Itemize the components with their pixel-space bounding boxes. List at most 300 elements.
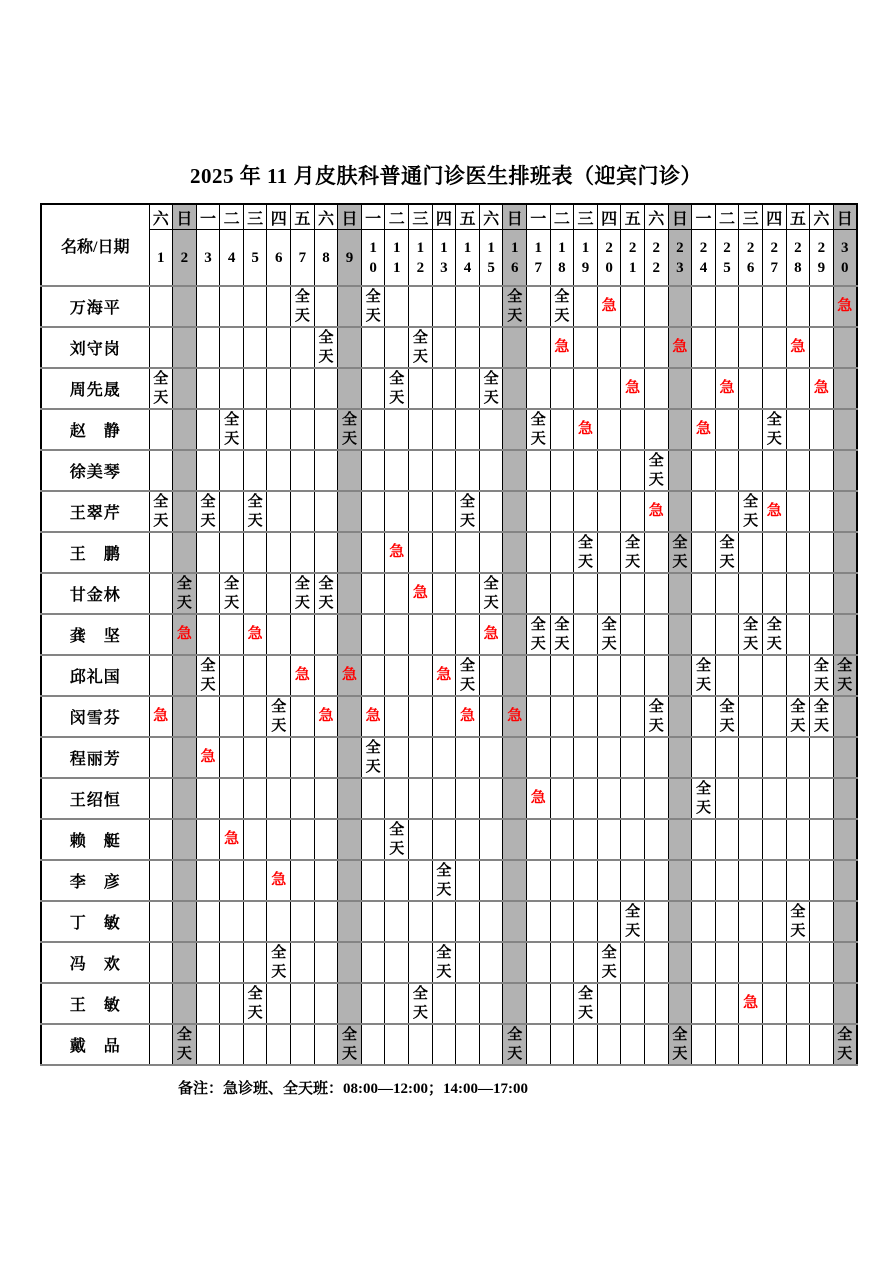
shift-cell (291, 1024, 315, 1065)
shift-cell (385, 860, 409, 901)
shift-cell (432, 983, 456, 1024)
day-number: 1 6 (503, 230, 527, 287)
doctor-name: 王翠芹 (41, 491, 149, 532)
shift-cell (786, 286, 810, 327)
shift-cell (385, 614, 409, 655)
shift-cell (527, 368, 551, 409)
shift-cell (715, 614, 739, 655)
shift-cell (762, 450, 786, 491)
shift-cell (385, 655, 409, 696)
doctor-row (41, 327, 857, 368)
shift-cell: 全 天 (833, 1024, 857, 1065)
shift-cell (833, 860, 857, 901)
shift-cell (644, 409, 668, 450)
shift-cell (597, 655, 621, 696)
shift-cell: 全 天 (173, 1024, 197, 1065)
shift-cell (644, 368, 668, 409)
shift-cell (621, 983, 645, 1024)
shift-cell (503, 327, 527, 368)
doctor-row (41, 942, 857, 983)
shift-cell: 全 天 (314, 327, 338, 368)
shift-cell: 急 (762, 491, 786, 532)
shift-cell (762, 532, 786, 573)
shift-cell (291, 942, 315, 983)
day-number: 1 8 (550, 230, 574, 287)
weekday-header: 六 (479, 204, 503, 230)
shift-cell (479, 655, 503, 696)
shift-cell (338, 778, 362, 819)
shift-cell (385, 409, 409, 450)
shift-cell (267, 819, 291, 860)
shift-cell: 急 (243, 614, 267, 655)
shift-cell: 全 天 (692, 655, 716, 696)
shift-cell (597, 327, 621, 368)
shift-cell (149, 983, 173, 1024)
shift-cell: 全 天 (149, 491, 173, 532)
shift-cell (149, 409, 173, 450)
shift-cell (833, 573, 857, 614)
shift-cell (550, 368, 574, 409)
shift-cell (361, 614, 385, 655)
shift-cell (786, 655, 810, 696)
shift-cell (739, 532, 763, 573)
shift-cell (503, 860, 527, 901)
doctor-name: 王 敏 (41, 983, 149, 1024)
shift-cell (739, 901, 763, 942)
shift-cell: 全 天 (810, 696, 834, 737)
shift-cell (385, 696, 409, 737)
shift-cell: 全 天 (621, 901, 645, 942)
shift-cell: 全 天 (527, 409, 551, 450)
shift-cell (668, 368, 692, 409)
shift-cell (833, 942, 857, 983)
shift-cell: 全 天 (409, 327, 433, 368)
shift-cell: 急 (786, 327, 810, 368)
shift-cell (597, 737, 621, 778)
shift-cell (810, 778, 834, 819)
shift-cell (432, 819, 456, 860)
shift-cell (220, 983, 244, 1024)
shift-cell (715, 819, 739, 860)
shift-cell: 全 天 (385, 819, 409, 860)
shift-cell: 全 天 (668, 532, 692, 573)
shift-cell (243, 737, 267, 778)
shift-cell: 全 天 (456, 491, 480, 532)
shift-cell (762, 983, 786, 1024)
shift-cell (385, 983, 409, 1024)
shift-cell: 急 (479, 614, 503, 655)
shift-cell (597, 983, 621, 1024)
shift-cell: 全 天 (338, 1024, 362, 1065)
shift-cell: 全 天 (574, 983, 598, 1024)
shift-cell (527, 983, 551, 1024)
shift-cell: 急 (173, 614, 197, 655)
shift-cell (314, 409, 338, 450)
shift-cell (574, 327, 598, 368)
shift-cell: 全 天 (291, 573, 315, 614)
shift-cell (739, 1024, 763, 1065)
shift-cell (267, 983, 291, 1024)
shift-cell: 全 天 (550, 286, 574, 327)
shift-cell (149, 532, 173, 573)
shift-cell (456, 614, 480, 655)
shift-cell (527, 327, 551, 368)
shift-cell (196, 942, 220, 983)
shift-cell (173, 942, 197, 983)
shift-cell (597, 409, 621, 450)
shift-cell (597, 368, 621, 409)
shift-cell (833, 327, 857, 368)
shift-cell (243, 573, 267, 614)
shift-cell (621, 778, 645, 819)
shift-cell (739, 737, 763, 778)
shift-cell (574, 696, 598, 737)
shift-cell (786, 942, 810, 983)
shift-cell (432, 1024, 456, 1065)
shift-cell (739, 286, 763, 327)
shift-cell: 全 天 (267, 696, 291, 737)
doctor-row (41, 409, 857, 450)
shift-cell (196, 327, 220, 368)
shift-cell (574, 737, 598, 778)
shift-cell (550, 1024, 574, 1065)
shift-cell (149, 655, 173, 696)
shift-cell (833, 614, 857, 655)
shift-cell (149, 778, 173, 819)
shift-cell (644, 614, 668, 655)
shift-cell: 全 天 (243, 983, 267, 1024)
shift-cell (432, 778, 456, 819)
shift-cell: 急 (527, 778, 551, 819)
doctor-row (41, 819, 857, 860)
shift-cell (243, 778, 267, 819)
shift-cell (149, 573, 173, 614)
weekday-header: 二 (385, 204, 409, 230)
shift-cell (715, 450, 739, 491)
shift-cell (267, 491, 291, 532)
shift-cell (243, 901, 267, 942)
shift-cell (833, 778, 857, 819)
shift-cell (196, 696, 220, 737)
shift-cell (692, 614, 716, 655)
shift-cell (361, 983, 385, 1024)
shift-cell (173, 901, 197, 942)
shift-cell: 急 (550, 327, 574, 368)
shift-cell (220, 696, 244, 737)
doctor-row (41, 614, 857, 655)
shift-cell (550, 737, 574, 778)
day-number: 2 7 (762, 230, 786, 287)
shift-cell (456, 778, 480, 819)
shift-cell (432, 286, 456, 327)
shift-cell (668, 983, 692, 1024)
shift-cell (291, 860, 315, 901)
doctor-name: 万海平 (41, 286, 149, 327)
shift-cell (361, 491, 385, 532)
shift-cell (739, 860, 763, 901)
shift-cell (456, 901, 480, 942)
shift-cell (503, 819, 527, 860)
shift-cell (196, 1024, 220, 1065)
shift-cell: 全 天 (432, 860, 456, 901)
shift-cell: 急 (644, 491, 668, 532)
weekday-header: 一 (361, 204, 385, 230)
shift-cell (409, 1024, 433, 1065)
shift-cell (149, 901, 173, 942)
shift-cell: 全 天 (479, 368, 503, 409)
shift-cell (810, 409, 834, 450)
day-number: 2 (173, 230, 197, 287)
weekday-header: 四 (432, 204, 456, 230)
shift-cell (409, 491, 433, 532)
shift-cell: 急 (314, 696, 338, 737)
shift-cell (220, 778, 244, 819)
shift-cell (385, 450, 409, 491)
shift-cell (243, 409, 267, 450)
shift-cell (385, 491, 409, 532)
shift-cell (692, 368, 716, 409)
shift-cell (503, 655, 527, 696)
shift-cell (314, 737, 338, 778)
shift-cell (597, 491, 621, 532)
shift-cell (621, 1024, 645, 1065)
doctor-row (41, 696, 857, 737)
day-number: 1 1 (385, 230, 409, 287)
shift-cell (574, 614, 598, 655)
shift-cell (550, 491, 574, 532)
weekday-header: 日 (503, 204, 527, 230)
shift-cell (291, 368, 315, 409)
shift-cell (220, 450, 244, 491)
shift-cell (550, 819, 574, 860)
weekday-header: 五 (456, 204, 480, 230)
shift-cell (692, 532, 716, 573)
shift-cell (762, 327, 786, 368)
shift-cell (503, 942, 527, 983)
shift-cell (574, 901, 598, 942)
shift-cell (409, 655, 433, 696)
shift-cell (314, 819, 338, 860)
shift-cell (574, 286, 598, 327)
shift-cell (810, 327, 834, 368)
shift-cell (220, 655, 244, 696)
day-number: 1 0 (361, 230, 385, 287)
shift-cell (621, 860, 645, 901)
doctor-row (41, 737, 857, 778)
shift-cell (314, 655, 338, 696)
shift-cell (456, 368, 480, 409)
shift-cell (196, 286, 220, 327)
shift-cell: 全 天 (597, 614, 621, 655)
day-number: 2 2 (644, 230, 668, 287)
shift-cell (668, 819, 692, 860)
shift-cell (692, 286, 716, 327)
shift-cell (810, 491, 834, 532)
shift-cell (338, 983, 362, 1024)
shift-cell (338, 901, 362, 942)
shift-cell (550, 901, 574, 942)
doctor-name: 周先晟 (41, 368, 149, 409)
weekday-header: 五 (621, 204, 645, 230)
shift-cell (621, 614, 645, 655)
shift-cell (762, 1024, 786, 1065)
shift-cell (361, 532, 385, 573)
shift-cell: 全 天 (786, 901, 810, 942)
shift-cell (692, 573, 716, 614)
day-number: 1 2 (409, 230, 433, 287)
shift-cell (385, 778, 409, 819)
doctor-row (41, 491, 857, 532)
shift-cell: 全 天 (833, 655, 857, 696)
shift-cell (715, 778, 739, 819)
doctor-name: 王 鹏 (41, 532, 149, 573)
shift-cell (550, 573, 574, 614)
shift-cell (173, 491, 197, 532)
doctor-row (41, 860, 857, 901)
shift-cell (173, 737, 197, 778)
shift-cell (786, 860, 810, 901)
shift-cell (479, 327, 503, 368)
shift-cell (173, 778, 197, 819)
shift-cell (173, 286, 197, 327)
shift-cell (196, 368, 220, 409)
shift-cell (503, 983, 527, 1024)
shift-cell (810, 819, 834, 860)
shift-cell (833, 737, 857, 778)
shift-cell (644, 942, 668, 983)
shift-cell (550, 450, 574, 491)
shift-cell (267, 409, 291, 450)
shift-cell (668, 778, 692, 819)
shift-cell: 急 (385, 532, 409, 573)
day-number: 1 7 (527, 230, 551, 287)
shift-cell (291, 778, 315, 819)
shift-cell (715, 573, 739, 614)
shift-cell (173, 368, 197, 409)
day-number: 2 1 (621, 230, 645, 287)
shift-cell (833, 491, 857, 532)
shift-cell (385, 737, 409, 778)
shift-cell (456, 1024, 480, 1065)
shift-cell (810, 1024, 834, 1065)
shift-cell (291, 819, 315, 860)
shift-cell (409, 368, 433, 409)
day-number: 2 4 (692, 230, 716, 287)
weekday-header: 二 (220, 204, 244, 230)
shift-cell (715, 942, 739, 983)
shift-cell: 全 天 (291, 286, 315, 327)
doctor-row (41, 983, 857, 1024)
shift-cell (314, 286, 338, 327)
shift-cell (550, 860, 574, 901)
shift-cell (715, 327, 739, 368)
shift-cell (291, 327, 315, 368)
weekday-header: 二 (715, 204, 739, 230)
shift-cell (762, 778, 786, 819)
shift-cell: 急 (621, 368, 645, 409)
shift-cell (314, 368, 338, 409)
shift-cell (692, 327, 716, 368)
shift-cell (503, 614, 527, 655)
shift-cell (409, 860, 433, 901)
shift-cell (338, 450, 362, 491)
shift-cell (503, 368, 527, 409)
shift-cell (644, 286, 668, 327)
shift-cell (173, 696, 197, 737)
shift-cell: 全 天 (149, 368, 173, 409)
shift-cell (267, 532, 291, 573)
shift-cell: 全 天 (385, 368, 409, 409)
shift-cell (762, 573, 786, 614)
shift-cell (762, 860, 786, 901)
shift-cell (173, 819, 197, 860)
page-title: 2025 年 11 月皮肤科普通门诊医生排班表（迎宾门诊） (189, 164, 703, 188)
shift-cell (739, 778, 763, 819)
shift-cell (409, 532, 433, 573)
shift-cell: 全 天 (479, 573, 503, 614)
shift-cell (243, 1024, 267, 1065)
shift-cell: 急 (574, 409, 598, 450)
shift-cell (338, 819, 362, 860)
day-number: 9 (338, 230, 362, 287)
shift-cell (810, 942, 834, 983)
shift-cell (267, 614, 291, 655)
shift-cell (338, 614, 362, 655)
shift-cell (739, 696, 763, 737)
shift-cell (715, 286, 739, 327)
shift-cell (385, 1024, 409, 1065)
shift-cell (574, 1024, 598, 1065)
shift-cell (739, 573, 763, 614)
shift-cell (456, 532, 480, 573)
shift-cell (762, 942, 786, 983)
doctor-name: 徐美琴 (41, 450, 149, 491)
shift-cell (810, 286, 834, 327)
shift-cell (762, 286, 786, 327)
shift-cell (314, 491, 338, 532)
day-number: 2 3 (668, 230, 692, 287)
day-number: 8 (314, 230, 338, 287)
shift-cell (479, 778, 503, 819)
shift-cell (173, 983, 197, 1024)
shift-cell: 急 (715, 368, 739, 409)
shift-cell (314, 1024, 338, 1065)
shift-cell: 全 天 (715, 532, 739, 573)
shift-cell (149, 737, 173, 778)
shift-cell (149, 1024, 173, 1065)
shift-cell: 全 天 (220, 409, 244, 450)
shift-cell: 全 天 (361, 737, 385, 778)
day-number: 5 (243, 230, 267, 287)
shift-cell (243, 696, 267, 737)
shift-cell: 全 天 (668, 1024, 692, 1065)
shift-cell (597, 860, 621, 901)
shift-cell (621, 655, 645, 696)
shift-cell: 全 天 (173, 573, 197, 614)
shift-cell: 急 (338, 655, 362, 696)
shift-cell (291, 983, 315, 1024)
shift-cell (715, 1024, 739, 1065)
shift-cell (527, 696, 551, 737)
weekday-header: 六 (810, 204, 834, 230)
shift-cell (644, 860, 668, 901)
shift-cell (338, 327, 362, 368)
day-number: 6 (267, 230, 291, 287)
shift-cell (739, 368, 763, 409)
shift-cell (220, 327, 244, 368)
shift-cell (574, 942, 598, 983)
shift-cell (786, 491, 810, 532)
